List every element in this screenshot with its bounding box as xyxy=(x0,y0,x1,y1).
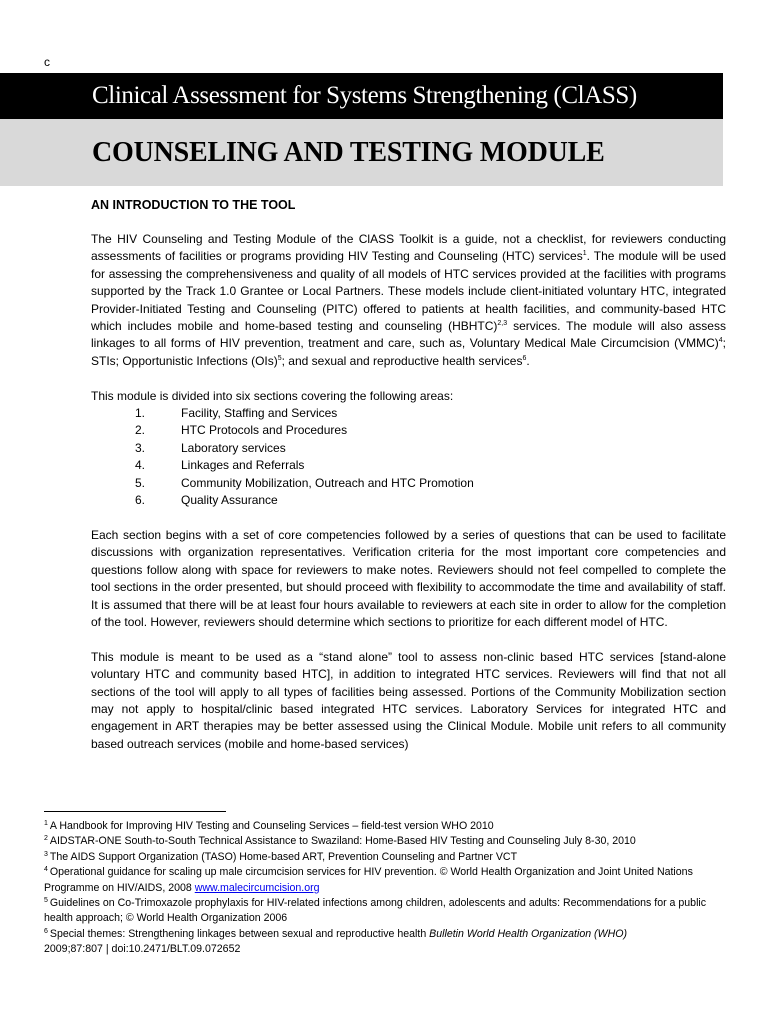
list-intro: This module is divided into six sections covering the following areas: xyxy=(91,388,454,403)
list-item xyxy=(91,492,726,509)
footnote-ref: 1 xyxy=(582,250,587,258)
footnote xyxy=(44,896,726,927)
malecircumcision-link[interactable]: www.malecircumcision.org xyxy=(194,881,320,894)
footnote-number: 6 xyxy=(44,927,48,935)
list-number: 5. xyxy=(135,475,146,490)
footnote xyxy=(44,865,726,896)
text-run: . The module will be used for assessing the comprehensiveness and quality of all models of HTC services provided at the facilities with programs supported by the Track 1.0 Grantee or Local Partners. These models include client-initiated voluntary HTC, integrated Provider-Initiated Testing and Counseling (PITC) offered to patients at health facilities, and community-based HTC which includes mobile and home-based testing and counseling (HBHTC) xyxy=(91,249,726,334)
list-label: Linkages and Referrals xyxy=(181,458,305,473)
text-run: The HIV Counseling and Testing Module of the ClASS Toolkit is a guide, not a checklist, for reviewers conducting assessments of facilities or programs providing HIV Testing and Counseling (HTC) services xyxy=(91,232,726,264)
module-title: COUNSELING AND TESTING MODULE xyxy=(0,119,723,186)
footnote xyxy=(44,850,726,865)
footnote xyxy=(44,819,726,834)
intro-paragraph-2: Each section begins with a set of core competencies followed by a series of questions that can be used to facilitate discussions with organization representatives. Verification criteria for the most important core competencies and questions follow along with space for reviewers to make notes. Reviewers should not feel compelled to complete the tool sections in the order presented, but should proceed with flexibility to accommodate the time and availability of staff. It is assumed that there will be at least four hours available to reviewers at each site in order to allow for the completion of the tool. However, reviewers should determine which sections to prioritize for each different model of HTC. xyxy=(91,527,726,629)
list-number: 6. xyxy=(135,493,146,508)
list-item xyxy=(91,422,726,439)
list-item xyxy=(91,405,726,422)
document-title-bar: Clinical Assessment for Systems Strengthening (ClASS) xyxy=(0,73,723,119)
journal-title: Bulletin World Health Organization (WHO) xyxy=(429,927,627,940)
list-label: Laboratory services xyxy=(181,440,286,455)
text-run: ; and sexual and reproductive health services xyxy=(281,353,523,368)
text-run: . xyxy=(526,353,530,368)
footnote-ref: 6 xyxy=(522,354,527,362)
stray-mark: c xyxy=(44,55,50,69)
footnote-text: The AIDS Support Organization (TASO) Home-based ART, Prevention Counseling and Partner VCT xyxy=(49,850,518,863)
footnote-separator xyxy=(44,811,226,812)
footnotes xyxy=(44,819,726,958)
footnote-number: 5 xyxy=(44,897,48,905)
footnote xyxy=(44,927,726,958)
footnote-text: A Handbook for Improving HIV Testing and Counseling Services – field-test version WHO 2010 xyxy=(49,820,494,832)
footnote-text: AIDSTAR-ONE South-to-South Technical Assistance to Swaziland: Home-Based HIV Testing and Counseling July 8-30, 2010 xyxy=(49,835,636,848)
sections-list xyxy=(91,405,726,509)
list-number: 3. xyxy=(135,440,146,455)
footnote-ref: 5 xyxy=(277,354,282,362)
footnote xyxy=(44,834,726,849)
footnote-text: Special themes: Strengthening linkages between sexual and reproductive health xyxy=(49,927,430,940)
intro-paragraph-3: This module is meant to be used as a “stand alone” tool to assess non-clinic based HTC services [stand-alone voluntary HTC and community based HTC], in addition to integrated HTC services. Reviewers will find that not all sections of the tool will apply to all types of facilities being assessed. Portions of the Community Mobilization section may not apply to hospital/clinic based integrated HTC services. Laboratory Services for integrated HTC and engagement in ART therapies may be better assessed using the Clinical Module. Mobile unit refers to all community based outreach services (mobile and home-based services) xyxy=(91,649,726,751)
footnote-number: 1 xyxy=(44,820,48,827)
footnote-text: Operational guidance for scaling up male circumcision services for HIV prevention. © World Health Organization and Joint United Nations Programme on HIV/AIDS, 2008 xyxy=(44,866,693,894)
list-label: Quality Assurance xyxy=(181,493,278,508)
list-item xyxy=(91,475,726,492)
footnote-number: 3 xyxy=(44,850,48,858)
text-run: ; STIs; Opportunistic Infections (OIs) xyxy=(91,336,726,368)
intro-heading: AN INTRODUCTION TO THE TOOL xyxy=(91,198,296,212)
list-label: HTC Protocols and Procedures xyxy=(181,423,348,438)
list-number: 2. xyxy=(135,423,146,438)
list-number: 4. xyxy=(135,458,146,473)
intro-paragraph-1 xyxy=(91,231,726,370)
list-label: Community Mobilization, Outreach and HTC Promotion xyxy=(181,475,474,490)
list-number: 1. xyxy=(135,406,146,421)
footnote-number: 2 xyxy=(44,835,48,843)
footnote-number: 4 xyxy=(44,866,48,874)
list-item xyxy=(91,440,726,457)
footnote-text: 2009;87:807 | doi:10.2471/BLT.09.072652 xyxy=(44,943,241,956)
list-item xyxy=(91,457,726,474)
footnote-ref: 4 xyxy=(718,337,723,345)
intro-section xyxy=(91,197,726,771)
footnote-ref: 2,3 xyxy=(497,320,508,328)
list-label: Facility, Staffing and Services xyxy=(181,406,338,421)
footnote-text: Guidelines on Co-Trimoxazole prophylaxis for HIV-related infections among children, adolescents and adults: Recommendations for a public health approach; © World Health Organization 2006 xyxy=(44,897,707,925)
text-run: services. The module will also assess linkages to all forms of HIV prevention, treatment and care, such as, Voluntary Medical Male Circumcision (VMMC) xyxy=(91,319,726,351)
